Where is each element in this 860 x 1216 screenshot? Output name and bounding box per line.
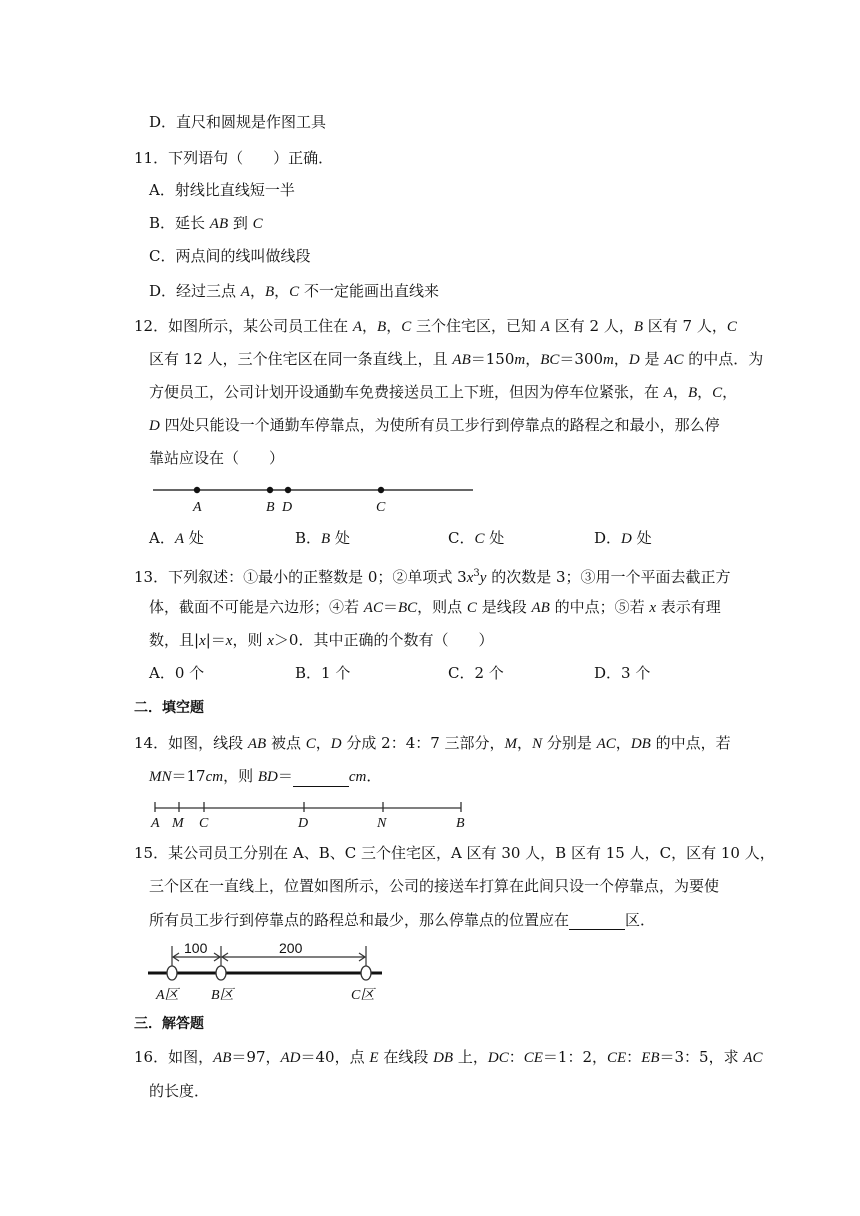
point-b-label: B <box>266 500 275 515</box>
q12-option-a: A．A 处 <box>149 529 204 547</box>
label-d: D <box>298 816 309 831</box>
q14-figure <box>150 800 470 832</box>
q13-option-b: B．1 个 <box>295 664 351 682</box>
q14-line-2: MN＝17cm，则 BD＝ cm． <box>149 767 382 785</box>
q15-answer-blank[interactable] <box>569 913 625 930</box>
q15-line-2: 三个区在一直线上，位置如图所示，公司的接送车打算在此间只设一个停靠点，为要使 <box>149 877 720 895</box>
q11-option-d: D．经过三点 A，B，C 不一定能画出直线来 <box>149 282 439 300</box>
area-a-label: A区 <box>156 988 179 1003</box>
distance-bc-label: 200 <box>279 940 303 956</box>
q12-option-c: C．C 处 <box>448 529 505 547</box>
q12-option-b: B．B 处 <box>295 529 350 547</box>
q12-figure <box>150 478 480 518</box>
q12-line-2: 区有 12 人，三个住宅区在同一条直线上，且 AB＝150m，BC＝300m，D 是 AC 的中点．为 <box>149 350 764 368</box>
point-d-label: D <box>282 500 293 515</box>
q11-option-a: A．射线比直线短一半 <box>149 181 295 199</box>
label-c: C <box>199 816 209 831</box>
distance-ab-label: 100 <box>184 940 208 956</box>
q13-line-1: 13．下列叙述：①最小的正整数是 0；②单项式 $3x^3y$ 的次数是 3；③用一个平面去截正方 <box>134 568 731 586</box>
label-a: A <box>151 816 160 831</box>
q13-line-3: 数，且|x|＝x，则 x＞0．其中正确的个数有（ ） <box>149 631 494 649</box>
label-n: N <box>377 816 387 831</box>
point-c-label: C <box>376 500 386 515</box>
area-b-label: B区 <box>211 988 234 1003</box>
q13-option-c: C．2 个 <box>448 664 504 682</box>
q12-line-4: D 四处只能设一个通勤车停靠点，为使所有员工步行到停靠点的路程之和最小，那么停 <box>149 416 720 434</box>
point-d-dot <box>285 487 291 493</box>
q11-option-b: B．延长 AB 到 C <box>149 214 263 232</box>
q11-option-c: C．两点间的线叫做线段 <box>149 247 311 265</box>
q15-figure <box>148 936 388 1004</box>
section-answer-heading: 三．解答题 <box>134 1016 204 1032</box>
q14-answer-blank[interactable] <box>293 770 349 787</box>
q12-line-5: 靠站应设在（ ） <box>149 449 285 467</box>
q13-line-2: 体，截面不可能是六边形；④若 AC＝BC，则点 C 是线段 AB 的中点；⑤若 x 表示有理 <box>149 598 721 616</box>
q15-line-3: 所有员工步行到停靠点的路程总和最少，那么停靠点的位置应在 区． <box>149 911 656 929</box>
q13-option-d: D．3 个 <box>594 664 651 682</box>
point-a-label: A <box>193 500 202 515</box>
q16-line-1: 16．如图，AB＝97，AD＝40，点 E 在线段 DB 上，DC：CE＝1：2，CE：EB＝3：5，求 AC <box>134 1048 763 1066</box>
point-b-circle <box>216 966 226 980</box>
point-c-dot <box>378 487 384 493</box>
point-c-circle <box>361 966 371 980</box>
area-c-label: C区 <box>351 988 375 1003</box>
point-b-dot <box>267 487 273 493</box>
point-a-dot <box>194 487 200 493</box>
q12-option-d: D．D 处 <box>594 529 652 547</box>
q15-line-1: 15．某公司员工分别在 A、B、C 三个住宅区，A 区有 30 人，B 区有 15 人，C，区有 10 人， <box>134 844 775 862</box>
q10-option-d: D．直尺和圆规是作图工具 <box>149 113 327 131</box>
q16-line-2: 的长度． <box>149 1082 210 1100</box>
section-fill-in-blank-heading: 二．填空题 <box>134 700 204 716</box>
q11-stem: 11．下列语句（ ）正确． <box>134 149 334 167</box>
q13-option-a: A．0 个 <box>149 664 205 682</box>
point-a-circle <box>167 966 177 980</box>
q12-line-3: 方便员工，公司计划开设通勤车免费接送员工上下班，但因为停车位紧张，在 A，B，C， <box>149 383 738 401</box>
q14-line-1: 14．如图，线段 AB 被点 C，D 分成 2：4：7 三部分，M，N 分别是 AC，DB 的中点，若 <box>134 734 731 752</box>
label-m: M <box>172 816 184 831</box>
q12-line-1: 12．如图所示，某公司员工住在 A，B，C 三个住宅区，已知 A 区有 2 人，B 区有 7 人，C <box>134 317 737 335</box>
label-b: B <box>456 816 465 831</box>
